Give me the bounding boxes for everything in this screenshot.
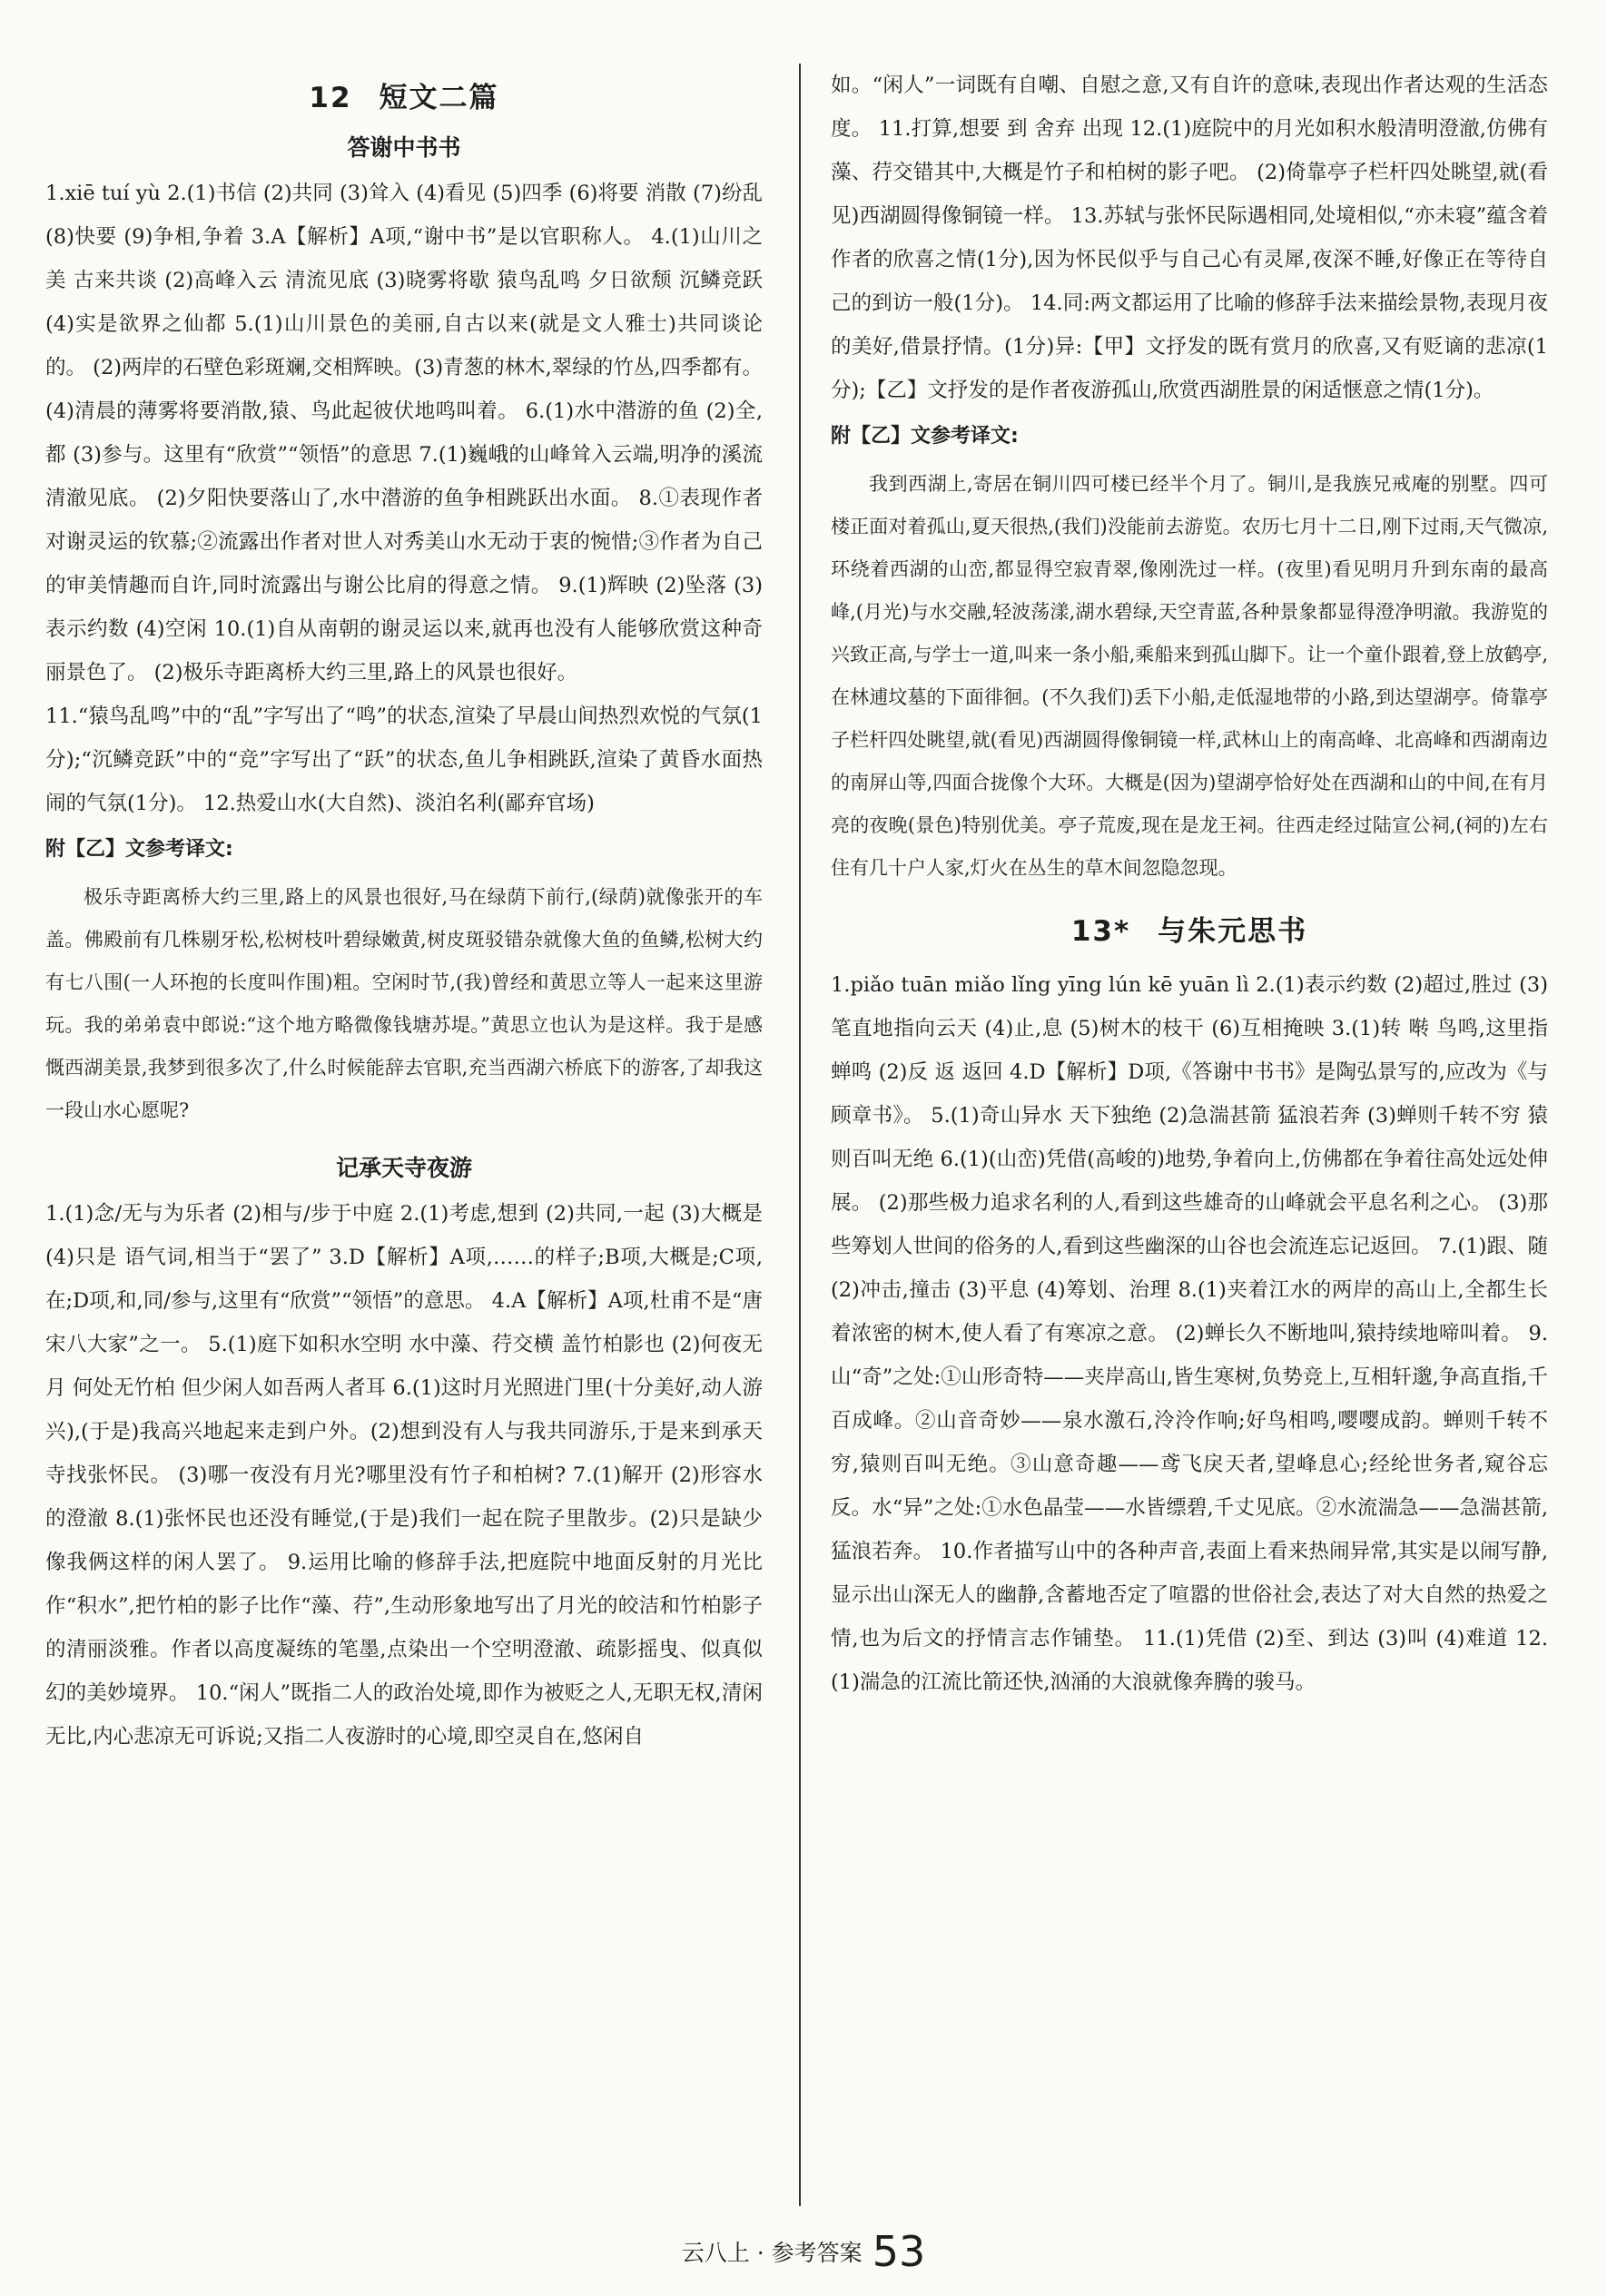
chapter-13-title: [831, 908, 1548, 949]
chapter-name: 短文二篇: [379, 82, 499, 114]
column-divider: [799, 64, 801, 2206]
section1-translation: 极乐寺距离桥大约三里,路上的风景也很好,马在绿荫下前行,(绿荫)就像张开的车盖。佛殿前有几株剔牙松,松树枝叶碧绿嫩黄,树皮斑驳错杂就像大鱼的鱼鳞,松树大约有七八围(一人环抱的长度叫作围)粗。空闲时节,(我)曾经和黄思立等人一起来这里游玩。我的弟弟袁中郎说:“这个地方略微像钱塘苏堤。”黄思立也认为是这样。我于是感慨西湖美景,我梦到很多次了,什么时候能辞去官职,充当西湖六桥底下的游客,了却我这一段山水心愿呢?: [45, 886, 763, 1121]
section1-answers: 1.xiē tuí yù 2.(1)书信 (2)共同 (3)耸入 (4)看见 (5)四季 (6)将要 消散 (7)纷乱 (8)快要 (9)争相,争着 3.A【解析】A项,“谢中书”是以官职称人。 4.(1)山川之美 古来共谈 (2)高峰入云 清流见底 (3)晓雾将歇 猿鸟乱鸣 夕日欲颓 沉鳞竞跃 (4)实是欲界之仙都 5.(1)山川景色的美丽,自古以来(就是文人雅士)共同谈论的。 (2)两岸的石壁色彩斑斓,交相辉映。(3)青葱的林木,翠绿的竹丛,四季都有。 (4)清晨的薄雾将要消散,猿、鸟此起彼伏地鸣叫着。 6.(1)水中潜游的鱼 (2)全,都 (3)参与。这里有“欣赏”“领悟”的意思 7.(1)巍峨的山峰耸入云端,明净的溪流清澈见底。 (2)夕阳快要落山了,水中潜游的鱼争相跳跃出水面。 8.①表现作者对谢灵运的钦慕;②流露出作者对世人对秀美山水无动于衷的惋惜;③作者为自己的审美情趣而自许,同时流露出与谢公比肩的得意之情。 9.(1)辉映 (2)坠落 (3)表示约数 (4)空闲 10.(1)自从南朝的谢灵运以来,就再也没有人能够欣赏这种奇丽景色了。 (2)极乐寺距离桥大约三里,路上的风景也很好。: [45, 182, 763, 685]
section-title-chengtiansi: 记承天寺夜游: [335, 1155, 472, 1181]
chapter-number: 12: [309, 82, 352, 114]
chapter13-answers: 1.piǎo tuān miǎo lǐng yīng lún kē yuān lì 2.(1)表示约数 (2)超过,胜过 (3)笔直地指向云天 (4)止,息 (5)树木的枝干 (6)互相掩映 3.(1)转 啭 鸟鸣,这里指蝉鸣 (2)反 返 返回 4.D【解析】D项,《答谢中书书》是陶弘景写的,应改为《与顾章书》。 5.(1)奇山异水 天下独绝 (2)急湍甚箭 猛浪若奔 (3)蝉则千转不穷 猿则百叫无绝 6.(1)(山峦)凭借(高峻的)地势,争着向上,仿佛都在争着往高处远处伸展。 (2)那些极力追求名利的人,看到这些雄奇的山峰就会平息名利之心。 (3)那些筹划人世间的俗务的人,看到这些幽深的山谷也会流连忘记返回。 7.(1)跟、随 (2)冲击,撞击 (3)平息 (4)筹划、治理 8.(1)夹着江水的两岸的高山上,全都生长着浓密的树木,使人看了有寒凉之意。 (2)蝉长久不断地叫,猿持续地啼叫着。 9.山“奇”之处:①山形奇特——夹岸高山,皆生寒树,负势竞上,互相轩邈,争高直指,千百成峰。②山音奇妙——泉水激石,泠泠作响;好鸟相鸣,嘤嘤成韵。蝉则千转不穷,猿则百叫无绝。③山意奇趣——鸢飞戾天者,望峰息心;经纶世务者,窥谷忘反。水“异”之处:①水色晶莹——水皆缥碧,千丈见底。②水流湍急——急湍甚箭,猛浪若奔。 10.作者描写山中的各种声音,表面上看来热闹异常,其实是以闹写静,显示出山深无人的幽静,含蓄地否定了喧嚣的世俗社会,表达了对大自然的热爱之情,也为后文的抒情言志作铺垫。 11.(1)凭借 (2)至、到达 (3)叫 (4)难道 12.(1)湍急的江流比箭还快,汹涌的大浪就像奔腾的骏马。: [831, 973, 1548, 1694]
chapter-12-title: [45, 74, 763, 115]
section1-translation-label: 附【乙】文参考译文:: [45, 838, 233, 861]
section-title-dazhe: 答谢中书书: [347, 134, 461, 161]
footer-label: 云八上 · 参考答案: [681, 2240, 863, 2266]
chapter-name: 与朱元思书: [1158, 915, 1308, 948]
section1-answers-cont: 11.“猿鸟乱鸣”中的“乱”字写出了“鸣”的状态,渲染了早晨山间热烈欢悦的气氛(1分);“沉鳞竞跃”中的“竞”字写出了“跃”的状态,鱼儿争相跳跃,渲染了黄昏水面热闹的气氛(1分)。 12.热爱山水(大自然)、淡泊名利(鄙弃官场): [45, 705, 763, 815]
section2-answers-cont: 如。“闲人”一词既有自嘲、自慰之意,又有自许的意味,表现出作者达观的生活态度。 11.打算,想要 到 舍弃 出现 12.(1)庭院中的月光如积水般清明澄澈,仿佛有藻、荇交错其中,大概是竹子和柏树的影子吧。 (2)倚靠亭子栏杆四处眺望,就(看见)西湖圆得像铜镜一样。 13.苏轼与张怀民际遇相同,处境相似,“亦未寝”蕴含着作者的欣喜之情(1分),因为怀民似乎与自己心有灵犀,夜深不睡,好像正在等待自己的到访一般(1分)。 14.同:两文都运用了比喻的修辞手法来描绘景物,表现月夜的美好,借景抒情。(1分)异:【甲】文抒发的既有赏月的欣喜,又有贬谪的悲凉(1分);【乙】文抒发的是作者夜游孤山,欣赏西湖胜景的闲适惬意之情(1分)。: [831, 74, 1548, 402]
page-number: 53: [872, 2227, 926, 2276]
right-column: [831, 64, 1548, 1704]
chapter-number: 13*: [1070, 915, 1131, 948]
section2-answers: 1.(1)念/无与为乐者 (2)相与/步于中庭 2.(1)考虑,想到 (2)共同,一起 (3)大概是 (4)只是 语气词,相当于“罢了” 3.D【解析】A项,……的样子;B项,大概是;C项,在;D项,和,同/参与,这里有“欣赏”“领悟”的意思。 4.A【解析】A项,杜甫不是“唐宋八大家”之一。 5.(1)庭下如积水空明 水中藻、荇交横 盖竹柏影也 (2)何夜无月 何处无竹柏 但少闲人如吾两人者耳 6.(1)这时月光照进门里(十分美好,动人游兴),(于是)我高兴地起来走到户外。(2)想到没有人与我共同游乐,于是来到承天寺找张怀民。 (3)哪一夜没有月光?哪里没有竹子和柏树? 7.(1)解开 (2)形容水的澄澈 8.(1)张怀民也还没有睡觉,(于是)我们一起在院子里散步。(2)只是缺少像我俩这样的闲人罢了。 9.运用比喻的修辞手法,把庭院中地面反射的月光比作“积水”,把竹柏的影子比作“藻、荇”,生动形象地写出了月光的皎洁和竹柏影子的清丽淡雅。作者以高度凝练的笔墨,点染出一个空明澄澈、疏影摇曳、似真似幻的美妙境界。 10.“闲人”既指二人的政治处境,即作为被贬之人,无职无权,清闲无比,内心悲凉无可诉说;又指二人夜游时的心境,即空灵自在,悠闲自: [45, 1202, 763, 1749]
page-footer: [0, 2227, 1607, 2276]
left-column: [45, 64, 763, 1759]
section2-translation: 我到西湖上,寄居在铜川四可楼已经半个月了。铜川,是我族兄戒庵的别墅。四可楼正面对着孤山,夏天很热,(我们)没能前去游览。农历七月十二日,刚下过雨,天气微凉,环绕着西湖的山峦,都显得空寂青翠,像刚洗过一样。(夜里)看见明月升到东南的最高峰,(月光)与水交融,轻波荡漾,湖水碧绿,天空青蓝,各种景象都显得澄净明澈。我游览的兴致正高,与学士一道,叫来一条小船,乘船来到孤山脚下。让一个童仆跟着,登上放鹤亭,在林逋坟墓的下面徘徊。(不久我们)丢下小船,走低湿地带的小路,到达望湖亭。倚靠亭子栏杆四处眺望,就(看见)西湖圆得像铜镜一样,武林山上的南高峰、北高峰和西湖南边的南屏山等,四面合拢像个大环。大概是(因为)望湖亭恰好处在西湖和山的中间,在有月亮的夜晚(景色)特别优美。亭子荒废,现在是龙王祠。往西走经过陆宣公祠,(祠的)左右住有几十户人家,灯火在丛生的草木间忽隐忽现。: [831, 473, 1548, 879]
section2-translation-label: 附【乙】文参考译文:: [831, 425, 1019, 448]
